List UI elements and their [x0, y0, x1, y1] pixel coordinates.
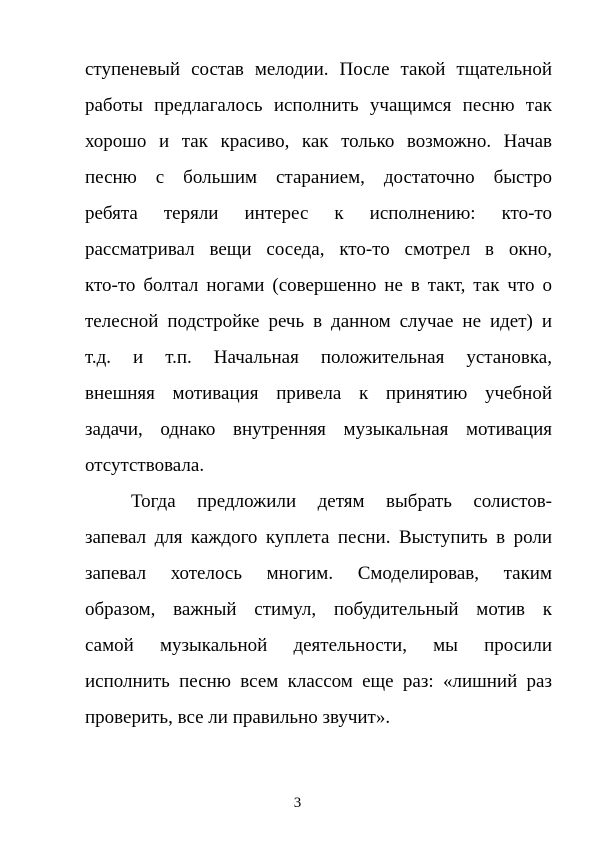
text-line: запевал для каждого куплета песни. Выступить в роли — [85, 527, 552, 548]
text-line: работы предлагалось исполнить учащимся песню так — [85, 95, 552, 116]
text-line: хорошо и так красиво, как только возможно. Начав — [85, 131, 552, 152]
text-line: т.д. и т.п. Начальная положительная установка, — [85, 347, 552, 368]
text-line: задачи, однако внутренняя музыкальная мотивация — [85, 419, 552, 440]
text-line: образом, важный стимул, побудительный мотив к — [85, 599, 552, 620]
text-line: кто-то болтал ногами (совершенно не в такт, так что о — [85, 275, 552, 296]
text-line: ребята теряли интерес к исполнению: кто-то — [85, 203, 552, 224]
text-line: запевал хотелось многим. Смоделировав, таким — [85, 563, 552, 584]
text-line: отсутствовала. — [85, 455, 205, 476]
text-line: самой музыкальной деятельности, мы просили — [85, 635, 552, 656]
page-number: 3 — [293, 795, 302, 811]
text-line: ступеневый состав мелодии. После такой тщательной — [85, 59, 552, 80]
text-line: исполнить песню всем классом еще раз: «лишний раз — [85, 671, 552, 692]
text-line: песню с большим старанием, достаточно быстро — [85, 167, 552, 188]
text-line: проверить, все ли правильно звучит». — [85, 707, 391, 728]
text-line: рассматривал вещи соседа, кто-то смотрел в окно, — [85, 239, 552, 260]
text-line: Тогда предложили детям выбрать солистов- — [131, 491, 552, 512]
text-line: телесной подстройке речь в данном случае не идет) и — [85, 311, 552, 332]
text-line: внешняя мотивация привела к принятию учебной — [85, 383, 552, 404]
